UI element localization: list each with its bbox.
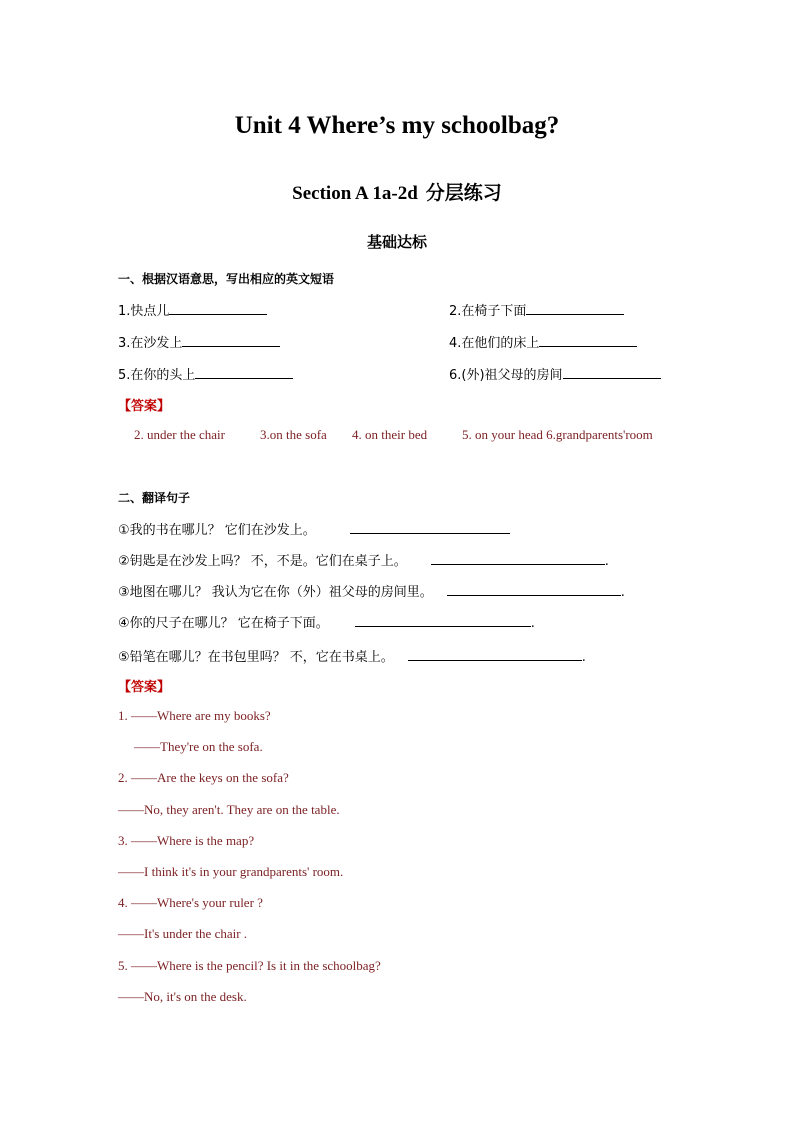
phrase-item-label: 2.在椅子下面: [449, 304, 527, 319]
phrase-item-label: 6.(外)祖父母的房间: [449, 368, 563, 383]
phrase-item-1: [118, 300, 267, 319]
answer-text: 4. on their bed: [352, 427, 428, 442]
level-heading: 基础达标: [366, 233, 427, 251]
answer-text: 3.on the sofa: [260, 427, 327, 442]
answer-line: ——No, they aren't. They are on the table.: [118, 802, 340, 817]
sentence-text: ③地图在哪儿？ 我认为它在你（外）祖父母的房间里。: [118, 585, 433, 600]
answer-line: ——They're on the sofa.: [134, 739, 263, 754]
sentence-text: ②钥匙是在沙发上吗？ 不，不是。它们在桌子上。: [118, 554, 407, 569]
section1-heading: 一、根据汉语意思，写出相应的英文短语: [118, 272, 335, 286]
subtitle-english: Section A 1a-2d: [292, 183, 418, 204]
translation-item-2: ②钥匙是在沙发上吗？ 不，不是。它们在桌子上。 .: [118, 550, 609, 569]
answer-line: 3. ——Where is the map?: [118, 833, 255, 848]
answer-line: 4. ——Where's your ruler ?: [118, 895, 263, 910]
phrase-item-label: 3.在沙发上: [118, 336, 183, 351]
phrase-item-5: [118, 364, 293, 383]
answer-label: 【答案】: [118, 399, 171, 414]
answer-blank[interactable]: [447, 581, 621, 596]
answer-line: 5. ——Where is the pencil? Is it in the schoolbag?: [118, 958, 381, 973]
answer-blank[interactable]: [431, 550, 605, 565]
answer-blank[interactable]: [539, 332, 637, 347]
answer-line: ——It's under the chair .: [118, 926, 248, 941]
subtitle-chinese: 分层练习: [425, 182, 502, 204]
answer-text: 2. under the chair: [134, 427, 225, 442]
phrase-item-4: [449, 332, 637, 351]
phrase-item-label: 5.在你的头上: [118, 368, 196, 383]
translation-item-1: [118, 519, 510, 538]
translation-item-3: ③地图在哪儿？ 我认为它在你（外）祖父母的房间里。 .: [118, 581, 625, 600]
phrase-item-3: [118, 332, 280, 351]
translation-item-5: ⑤铅笔在哪儿？在书包里吗？ 不，它在书桌上。 .: [118, 646, 586, 665]
phrase-item-label: 1.快点儿: [118, 304, 170, 319]
phrase-item-2: [449, 300, 624, 319]
answer-blank[interactable]: [350, 519, 510, 534]
answer-blank[interactable]: [355, 612, 531, 627]
answer-label: 【答案】: [118, 680, 171, 695]
answer-blank[interactable]: [182, 332, 280, 347]
answer-text: 5. on your head 6.grandparents'room: [462, 427, 653, 442]
answer-blank[interactable]: [526, 300, 624, 315]
sentence-text: ④你的尺子在哪儿？ 它在椅子下面。: [118, 616, 329, 631]
sentence-text: ⑤铅笔在哪儿？在书包里吗？ 不，它在书桌上。: [118, 650, 394, 665]
translation-item-4: ④你的尺子在哪儿？ 它在椅子下面。 .: [118, 612, 535, 631]
answer-line: ——I think it's in your grandparents' room.: [118, 864, 344, 879]
answer-line: 1. ——Where are my books?: [118, 708, 271, 723]
answer-line: ——No, it's on the desk.: [118, 989, 247, 1004]
section2-heading: 二、翻译句子: [118, 491, 191, 505]
answer-blank[interactable]: [563, 364, 661, 379]
document-title: Unit 4 Where’s my schoolbag?: [234, 112, 560, 139]
sentence-text: ①我的书在哪儿？ 它们在沙发上。: [118, 523, 316, 538]
phrase-item-6: [449, 364, 661, 383]
answer-line: 2. ——Are the keys on the sofa?: [118, 770, 289, 785]
answer-blank[interactable]: [195, 364, 293, 379]
section-subtitle: [0, 178, 794, 205]
phrase-item-label: 4.在他们的床上: [449, 336, 540, 351]
answer-blank[interactable]: [169, 300, 267, 315]
answer-blank[interactable]: [408, 646, 582, 661]
